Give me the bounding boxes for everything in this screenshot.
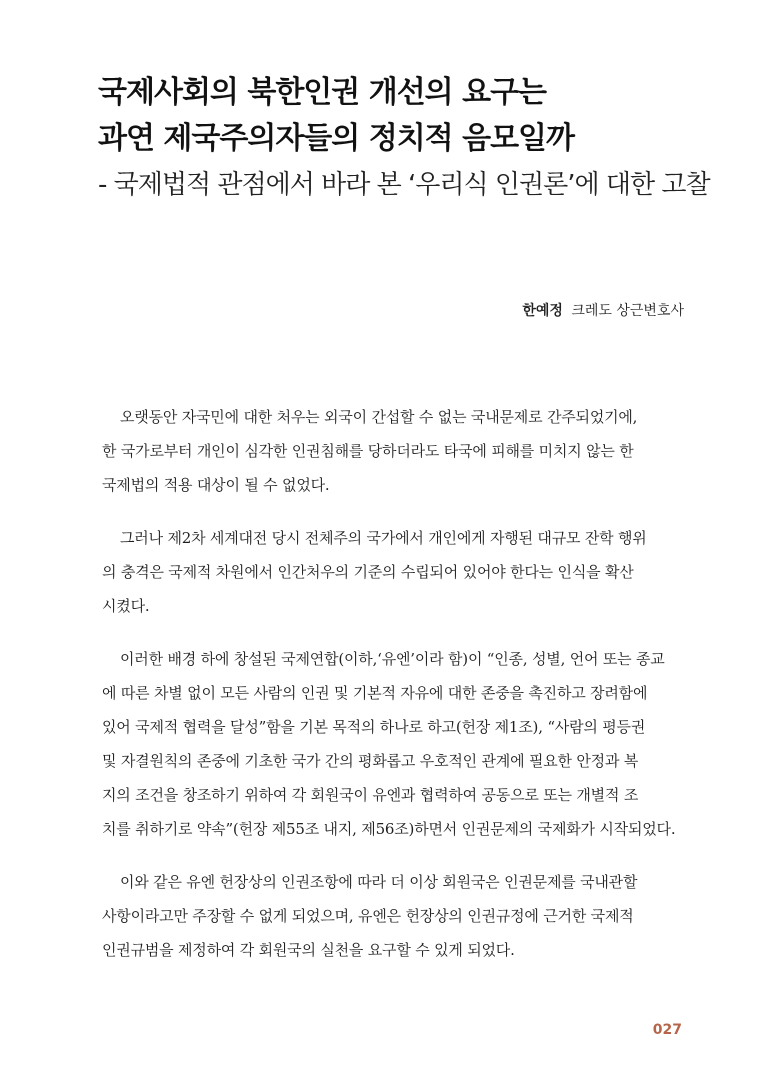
author-affiliation: 크레도 상근변호사 xyxy=(571,303,684,319)
paragraph-line: 그러나 제2차 세계대전 당시 전체주의 국가에서 개인에게 자행된 대규모 잔학 행위 xyxy=(120,529,647,547)
paragraph-3 xyxy=(102,642,688,846)
paragraph-line: 의 충격은 국제적 차원에서 인간처우의 기준의 수립되어 있어야 한다는 인식을 확산 xyxy=(102,563,634,581)
author-byline xyxy=(522,300,684,320)
paragraph-line: 에 따른 차별 없이 모든 사람의 인권 및 기본적 자유에 대한 존중을 촉진하고 장려함에 xyxy=(102,684,648,702)
paragraph-line: 국제법의 적용 대상이 될 수 없었다. xyxy=(102,476,330,494)
author-name: 한예정 xyxy=(522,303,563,319)
paragraph-line: 이러한 배경 하에 창설된 국제연합(이하,‘유엔’이라 함)이 “인종, 성별, 언어 또는 종교 xyxy=(120,650,665,668)
paragraph-2 xyxy=(102,521,688,623)
paragraph-line: 사항이라고만 주장할 수 없게 되었으며, 유엔은 헌장상의 인권규정에 근거한 국제적 xyxy=(102,907,634,925)
article-title-block xyxy=(98,70,718,204)
page-number: 027 xyxy=(652,1022,682,1038)
paragraph-line: 및 자결원칙의 존중에 기초한 국가 간의 평화롭고 우호적인 관계에 필요한 안정과 복 xyxy=(102,752,639,770)
article-title-line-1: 국제사회의 북한인권 개선의 요구는 xyxy=(98,75,547,110)
paragraph-line: 지의 조건을 창조하기 위하여 각 회원국이 유엔과 협력하여 공동으로 또는 개별적 조 xyxy=(102,786,639,804)
paragraph-line: 이와 같은 유엔 헌장상의 인권조항에 따라 더 이상 회원국은 인권문제를 국내관할 xyxy=(120,873,638,891)
article-title-line-2: 과연 제국주의자들의 정치적 음모일까 xyxy=(98,121,575,156)
paragraph-4 xyxy=(102,865,688,967)
paragraph-line: 있어 국제적 협력을 달성”함을 기본 목적의 하나로 하고(헌장 제1조), “사람의 평등권 xyxy=(102,718,646,736)
paragraph-line: 한 국가로부터 개인이 심각한 인권침해를 당하더라도 타국에 피해를 미치지 않는 한 xyxy=(102,442,634,460)
paragraph-line: 오랫동안 자국민에 대한 처우는 외국이 간섭할 수 없는 국내문제로 간주되었기에, xyxy=(120,408,638,426)
paragraph-1 xyxy=(102,400,688,502)
article-body xyxy=(102,400,688,986)
paragraph-line: 시켰다. xyxy=(102,597,150,615)
article-subtitle: - 국제법적 관점에서 바라 본 ‘우리식 인권론’에 대한 고찰 xyxy=(98,170,710,200)
paragraph-line: 인권규범을 제정하여 각 회원국의 실천을 요구할 수 있게 되었다. xyxy=(102,941,515,959)
paragraph-line: 치를 취하기로 약속”(헌장 제55조 내지, 제56조)하면서 인권문제의 국제화가 시작되었다. xyxy=(102,820,676,838)
